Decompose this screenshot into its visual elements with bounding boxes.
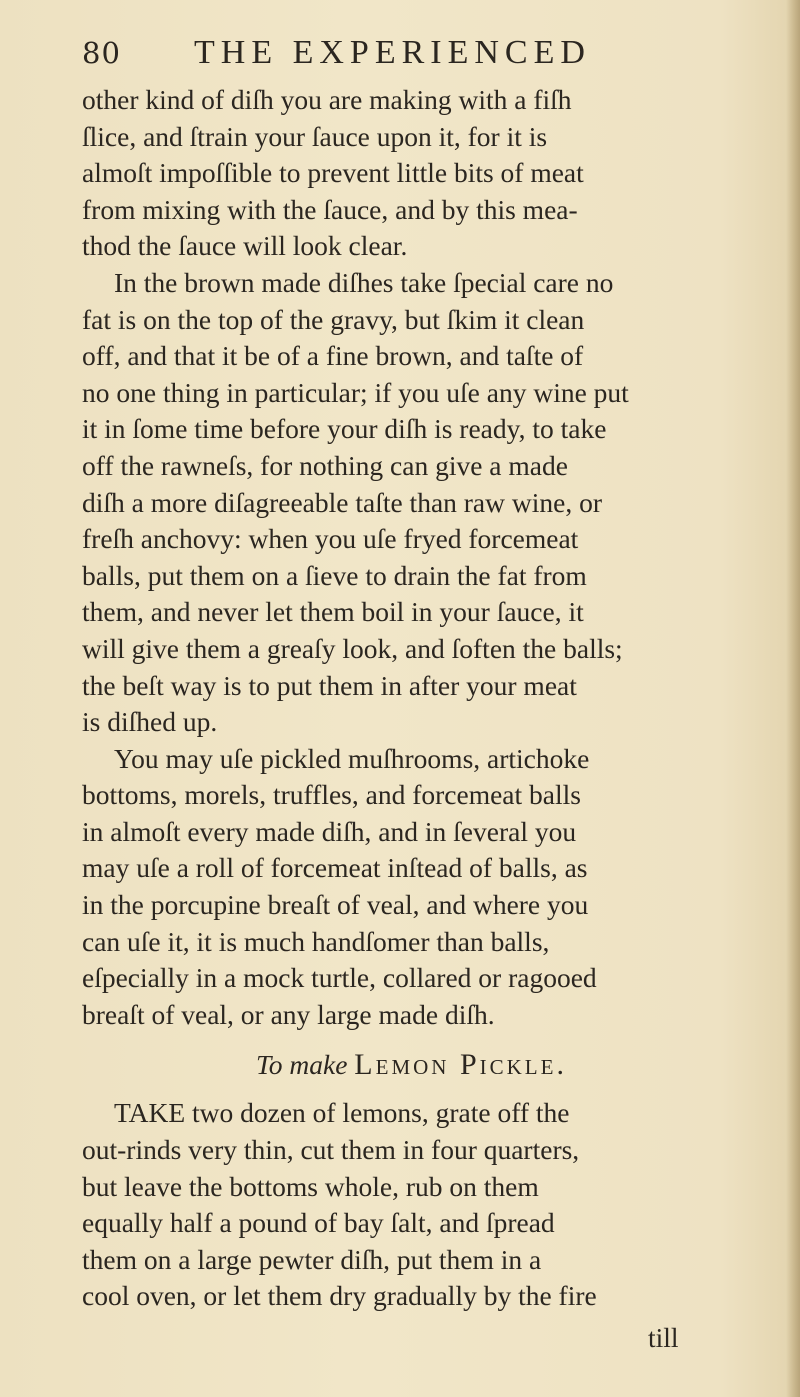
text-line: You may uſe pickled muſhrooms, artichoke [114,742,590,774]
paragraph [82,1095,798,1315]
text-line: will give them a greaſy look, and ſoften the balls; [82,632,623,664]
text-line: cool oven, or let them dry gradually by the fire [82,1280,597,1312]
recipe-heading-prefix: To make [256,1049,348,1081]
page-header [82,34,742,84]
text-line: the beſt way is to put them in after your meat [82,669,577,701]
text-line: in almoſt every made diſh, and in ſeveral you [82,815,577,847]
text-line: may uſe a roll of forcemeat inſtead of balls, as [82,852,588,884]
paragraph [82,265,798,741]
text-line: them on a large pewter diſh, put them in a [82,1243,542,1275]
running-head: THE EXPERIENCED [194,34,591,71]
text-line: balls, put them on a ſieve to drain the fat from [82,559,587,591]
text-line: is diſhed up. [82,706,218,738]
text-line: TAKE two dozen of lemons, grate off the [114,1097,570,1129]
text-line: them, and never let them boil in your ſauce, it [82,596,584,628]
text-line: no one thing in particular; if you uſe any wine put [82,376,629,408]
page-number: 80 [82,36,121,70]
text-line: bottoms, morels, truffles, and forcemeat balls [82,779,581,811]
text-line: off, and that it be of a fine brown, and taſte of [82,340,584,372]
paragraph [82,82,798,265]
text-line: fat is on the top of the gravy, but ſkim it clean [82,303,585,335]
text-line: ſlice, and ſtrain your ſauce upon it, for it is [82,120,548,152]
text-line: can uſe it, it is much handſomer than balls, [82,925,550,957]
text-line: freſh anchovy: when you uſe fryed forcemeat [82,523,579,555]
text-line: eſpecially in a mock turtle, collared or ragooed [82,962,597,994]
text-line: from mixing with the ſauce, and by this mea- [82,193,578,225]
text-line: off the rawneſs, for nothing can give a made [82,449,568,481]
recipe-heading [82,1043,798,1087]
body-text [82,82,798,1315]
text-line: but leave the bottoms whole, rub on them [82,1170,539,1202]
text-line: in the porcupine breaſt of veal, and where you [82,889,589,921]
text-line: equally half a pound of bay ſalt, and ſpread [82,1207,555,1239]
paragraph [82,741,798,1034]
text-line: out-rinds very thin, cut them in four quarters, [82,1134,580,1166]
text-line: almoſt impoſſible to prevent little bits of meat [82,157,584,189]
text-line: it in ſome time before your diſh is ready, to take [82,413,607,445]
text-line: diſh a more diſagreeable taſte than raw wine, or [82,486,602,518]
recipe-heading-title: Lemon Pickle. [354,1048,567,1082]
catchword: till [648,1322,679,1353]
text-line: other kind of diſh you are making with a fiſh [82,84,572,115]
text-line: In the brown made diſhes take ſpecial care no [114,266,614,298]
text-line: thod the ſauce will look clear. [82,230,408,262]
text-line: breaſt of veal, or any large made diſh. [82,998,495,1030]
